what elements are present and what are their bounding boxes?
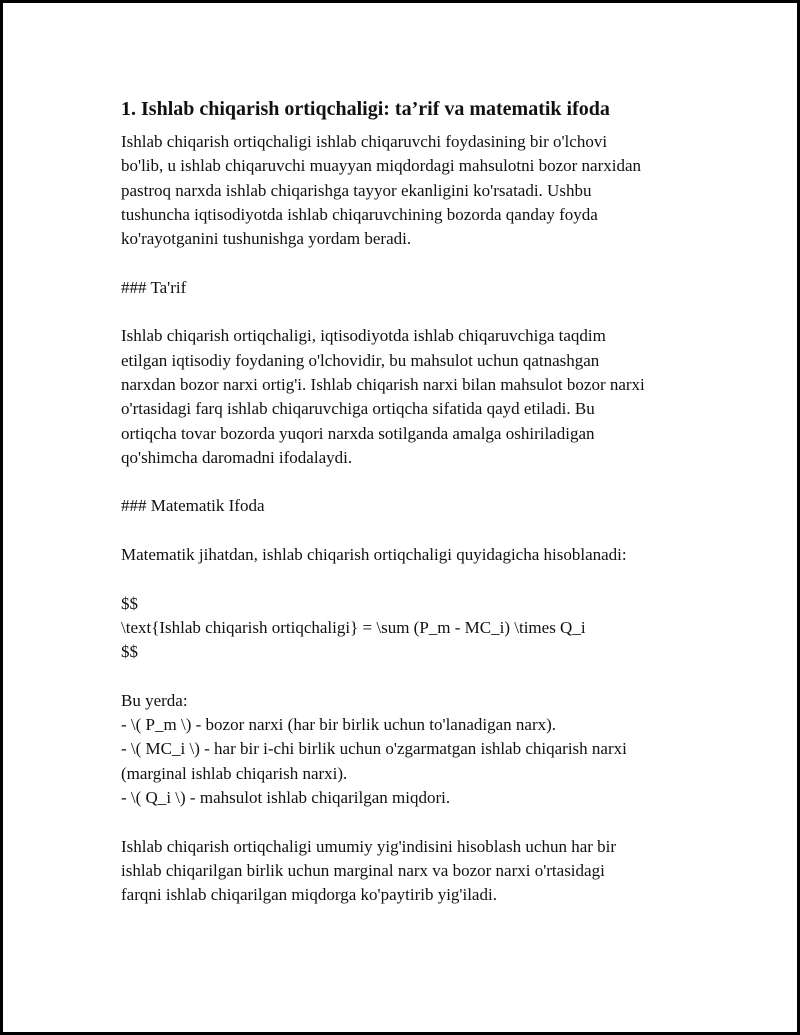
section-heading-text: ### Ta'rif	[121, 277, 187, 297]
definition-paragraph	[121, 324, 711, 470]
text-line: Ishlab chiqarish ortiqchaligi ishlab chiqaruvchi foydasining bir o'lchovi	[121, 132, 608, 151]
intro-paragraph	[121, 130, 711, 251]
list-item: - \( MC_i \) - har bir i-chi birlik uchun o'zgarmatgan ishlab chiqarish narxi	[121, 739, 627, 759]
variable-definitions	[121, 689, 711, 810]
math-intro-paragraph	[121, 543, 711, 567]
paragraph-gap	[121, 810, 711, 834]
text-line: bo'lib, u ishlab chiqaruvchi muayyan miqdordagi mahsulotni bozor narxidan	[121, 156, 642, 176]
math-heading	[121, 494, 711, 518]
text-line: (marginal ishlab chiqarish narxi).	[121, 763, 348, 783]
section-heading-text: ### Matematik Ifoda	[121, 496, 265, 516]
text-line: farqni ishlab chiqarilgan miqdorga ko'paytirib yig'iladi.	[121, 885, 497, 905]
formula-block	[121, 592, 711, 665]
paragraph-gap	[121, 665, 711, 689]
document-title: 1. Ishlab chiqarish ortiqchaligi: ta’rif va matematik ifoda	[121, 98, 610, 120]
text-line: pastroq narxda ishlab chiqarishga tayyor ekanligini ko'rsatadi. Ushbu	[121, 180, 592, 200]
formula-delimiter: $$	[121, 642, 138, 662]
text-line: Matematik jihatdan, ishlab chiqarish ortiqchaligi quyidagicha hisoblanadi:	[121, 545, 627, 565]
paragraph-gap	[121, 300, 711, 324]
text-line: tushuncha iqtisodiyotda ishlab chiqaruvchining bozorda qanday foyda	[121, 204, 598, 224]
paragraph-gap	[121, 519, 711, 543]
text-line: ortiqcha tovar bozorda yuqori narxda sotilganda amalga oshiriladigan	[121, 423, 595, 443]
list-item: - \( P_m \) - bozor narxi (har bir birlik uchun to'lanadigan narx).	[121, 715, 557, 735]
definition-heading	[121, 276, 711, 300]
text-line: Ishlab chiqarish ortiqchaligi umumiy yig'indisini hisoblash uchun har bir	[121, 836, 617, 856]
formula-delimiter: $$	[121, 593, 138, 613]
paragraph-gap	[121, 567, 711, 591]
text-line: Bu yerda:	[121, 690, 188, 710]
list-item: - \( Q_i \) - mahsulot ishlab chiqarilgan miqdori.	[121, 788, 451, 808]
paragraph-gap	[121, 470, 711, 494]
text-line: o'rtasidagi farq ishlab chiqaruvchiga ortiqcha sifatida qayd etiladi. Bu	[121, 399, 595, 419]
text-line: Ishlab chiqarish ortiqchaligi, iqtisodiyotda ishlab chiqaruvchiga taqdim	[121, 326, 606, 346]
text-line: narxdan bozor narxi ortig'i. Ishlab chiqarish narxi bilan mahsulot bozor narxi	[121, 374, 645, 394]
text-line: etilgan iqtisodiy foydaning o'lchovidir, bu mahsulot uchun qatnashgan	[121, 350, 600, 370]
paragraph-gap	[121, 251, 711, 275]
text-line: ko'rayotganini tushunishga yordam beradi.	[121, 229, 412, 249]
conclusion-paragraph	[121, 835, 711, 908]
text-line: qo'shimcha daromadni ifodalaydi.	[121, 447, 353, 467]
document-body	[121, 96, 711, 908]
formula-line: \text{Ishlab chiqarish ortiqchaligi} = \sum (P_m - MC_i) \times Q_i	[121, 617, 586, 637]
text-line: ishlab chiqarilgan birlik uchun marginal narx va bozor narxi o'rtasidagi	[121, 860, 605, 880]
